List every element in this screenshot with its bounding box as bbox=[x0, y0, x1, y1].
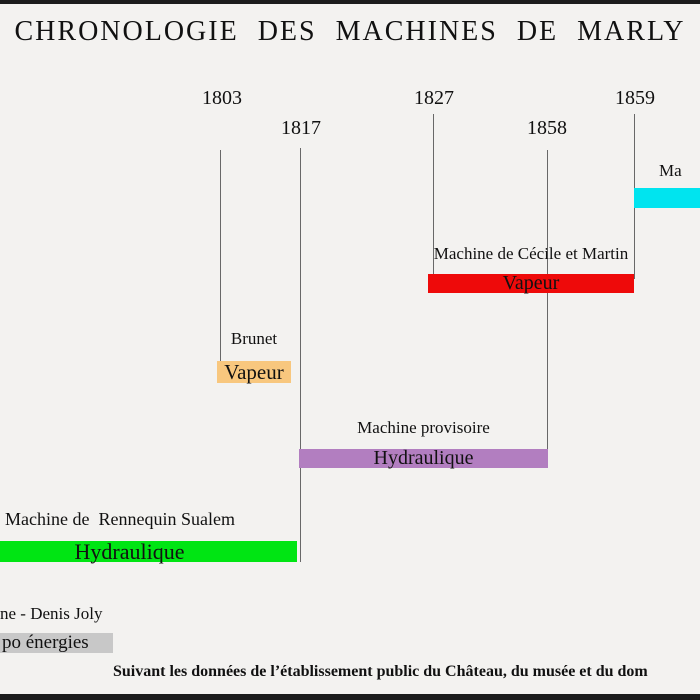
machine-1859-label: Ma bbox=[659, 161, 682, 180]
machine-sualem-label: Machine de Rennequin Sualem bbox=[5, 509, 235, 529]
machine-sualem-bar bbox=[0, 538, 297, 564]
machine-provisoire-bar-text: Hydraulique bbox=[373, 447, 474, 469]
year-label-1827: 1827 bbox=[414, 87, 454, 109]
year-label-1803: 1803 bbox=[202, 87, 242, 109]
machine-joly-bar bbox=[0, 633, 113, 653]
machine-brunet-bar bbox=[217, 361, 291, 383]
tick-line-1858 bbox=[547, 150, 548, 450]
year-label-1858: 1858 bbox=[527, 117, 567, 139]
machine-joly-bar-text: po énergies bbox=[2, 632, 89, 653]
machine-provisoire-bar bbox=[299, 449, 548, 468]
top-border bbox=[0, 0, 700, 4]
tick-line-1817 bbox=[300, 148, 301, 562]
bottom-border bbox=[0, 694, 700, 700]
source-caption: Suivant les données de l’établissement public du Château, du musée et du dom bbox=[113, 663, 648, 680]
machine-cecile-martin-bar-text: Vapeur bbox=[502, 272, 560, 294]
year-label-1817: 1817 bbox=[281, 117, 321, 139]
machine-sualem-bar-text: Hydraulique bbox=[74, 538, 185, 564]
machine-provisoire-label: Machine provisoire bbox=[357, 418, 490, 437]
machine-joly-label: ne - Denis Joly bbox=[0, 604, 103, 623]
machine-cecile-martin-label: Machine de Cécile et Martin bbox=[433, 244, 629, 263]
machine-brunet-bar-text: Vapeur bbox=[224, 359, 284, 384]
year-label-1859: 1859 bbox=[615, 87, 655, 109]
machine-brunet-label: Brunet bbox=[230, 329, 278, 348]
chart-title: CHRONOLOGIE DES MACHINES DE MARLY bbox=[14, 16, 686, 47]
machine-1859-bar bbox=[634, 188, 700, 208]
machine-cecile-martin-bar bbox=[428, 274, 634, 293]
